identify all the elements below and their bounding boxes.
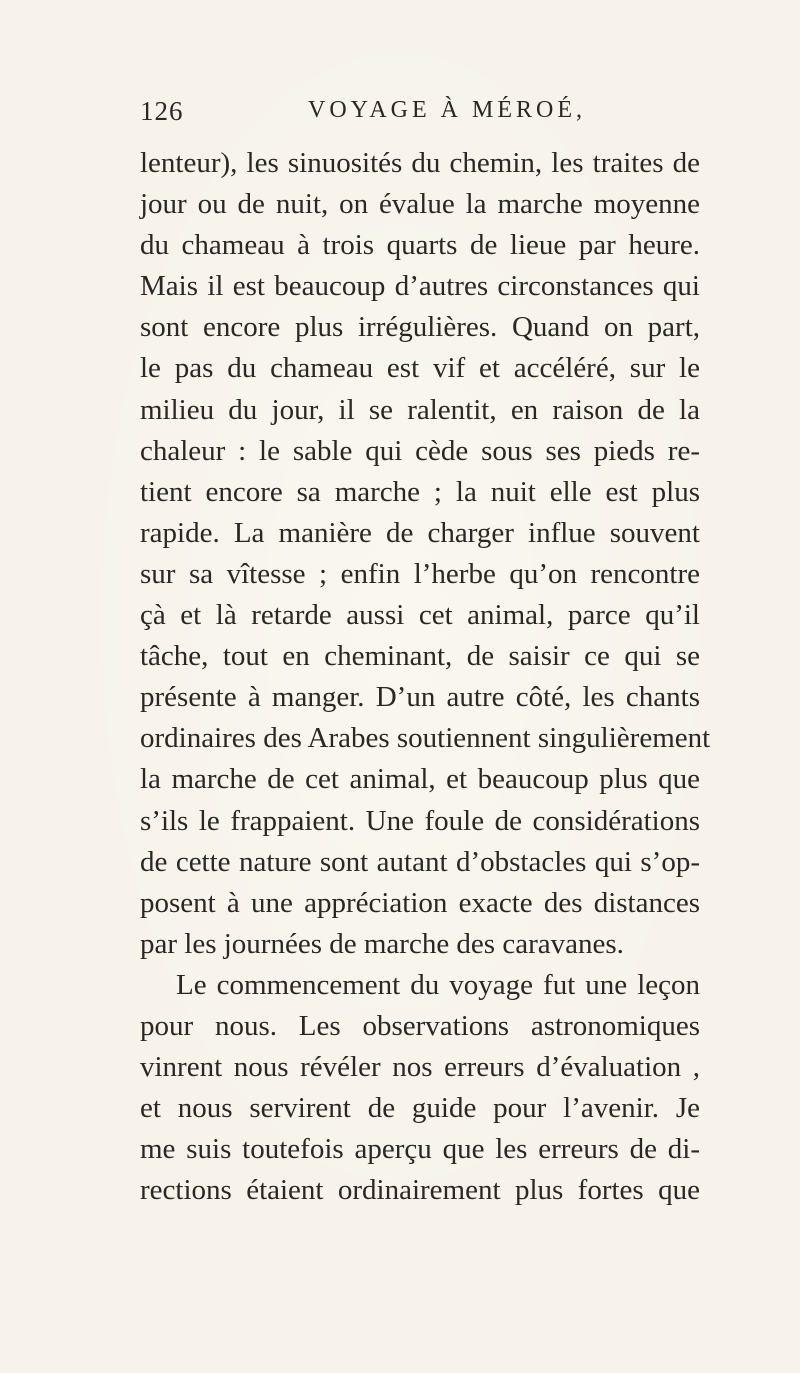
paragraph-1 xyxy=(140,143,711,965)
running-head xyxy=(140,96,700,136)
text-line: rapide. La manière de charger influe souvent xyxy=(140,516,700,549)
text-line: par les journées de marche des caravanes. xyxy=(140,927,624,960)
text-line: jour ou de nuit, on évalue la marche moyenne xyxy=(140,188,700,221)
text-line: présente à manger. D’un autre côté, les chants xyxy=(140,681,700,714)
text-line: la marche de cet animal, et beaucoup plus que xyxy=(140,763,700,796)
text-line: s’ils le frappaient. Une foule de considérations xyxy=(140,804,700,837)
text-line: ordinaires des Arabes soutiennent singulièrement xyxy=(140,722,711,755)
page-number: 126 xyxy=(140,96,184,126)
text-line: sur sa vîtesse ; enfin l’herbe qu’on rencontre xyxy=(140,557,700,590)
text-line: du chameau à trois quarts de lieue par heure. xyxy=(140,229,700,262)
text-line: sont encore plus irrégulières. Quand on part, xyxy=(140,311,700,344)
text-line: et nous servirent de guide pour l’avenir. Je xyxy=(140,1092,700,1125)
text-line: Le commencement du voyage fut une leçon xyxy=(176,968,700,1001)
text-line: me suis toutefois aperçu que les erreurs de di- xyxy=(140,1133,700,1166)
text-line: pour nous. Les observations astronomiques xyxy=(140,1009,700,1042)
running-title: VOYAGE À MÉROÉ, xyxy=(308,97,586,123)
text-line: chaleur : le sable qui cède sous ses pieds re- xyxy=(140,434,700,467)
paragraph-2 xyxy=(140,965,700,1212)
text-line: tâche, tout en cheminant, de saisir ce qui se xyxy=(140,640,700,673)
text-line: tient encore sa marche ; la nuit elle est plus xyxy=(140,475,700,508)
text-line: çà et là retarde aussi cet animal, parce qu’il xyxy=(140,599,700,632)
text-line: Mais il est beaucoup d’autres circonstances qui xyxy=(140,270,700,303)
text-line: de cette nature sont autant d’obstacles qui s’op- xyxy=(140,845,700,878)
text-line: posent à une appréciation exacte des distances xyxy=(140,886,700,919)
text-line: rections étaient ordinairement plus fortes que xyxy=(140,1174,700,1207)
body-text xyxy=(140,143,711,1211)
text-line: milieu du jour, il se ralentit, en raison de la xyxy=(140,393,700,426)
text-line: vinrent nous révéler nos erreurs d’évaluation , xyxy=(140,1051,700,1084)
text-line: le pas du chameau est vif et accéléré, sur le xyxy=(140,352,700,385)
text-line: lenteur), les sinuosités du chemin, les traites de xyxy=(140,147,700,179)
